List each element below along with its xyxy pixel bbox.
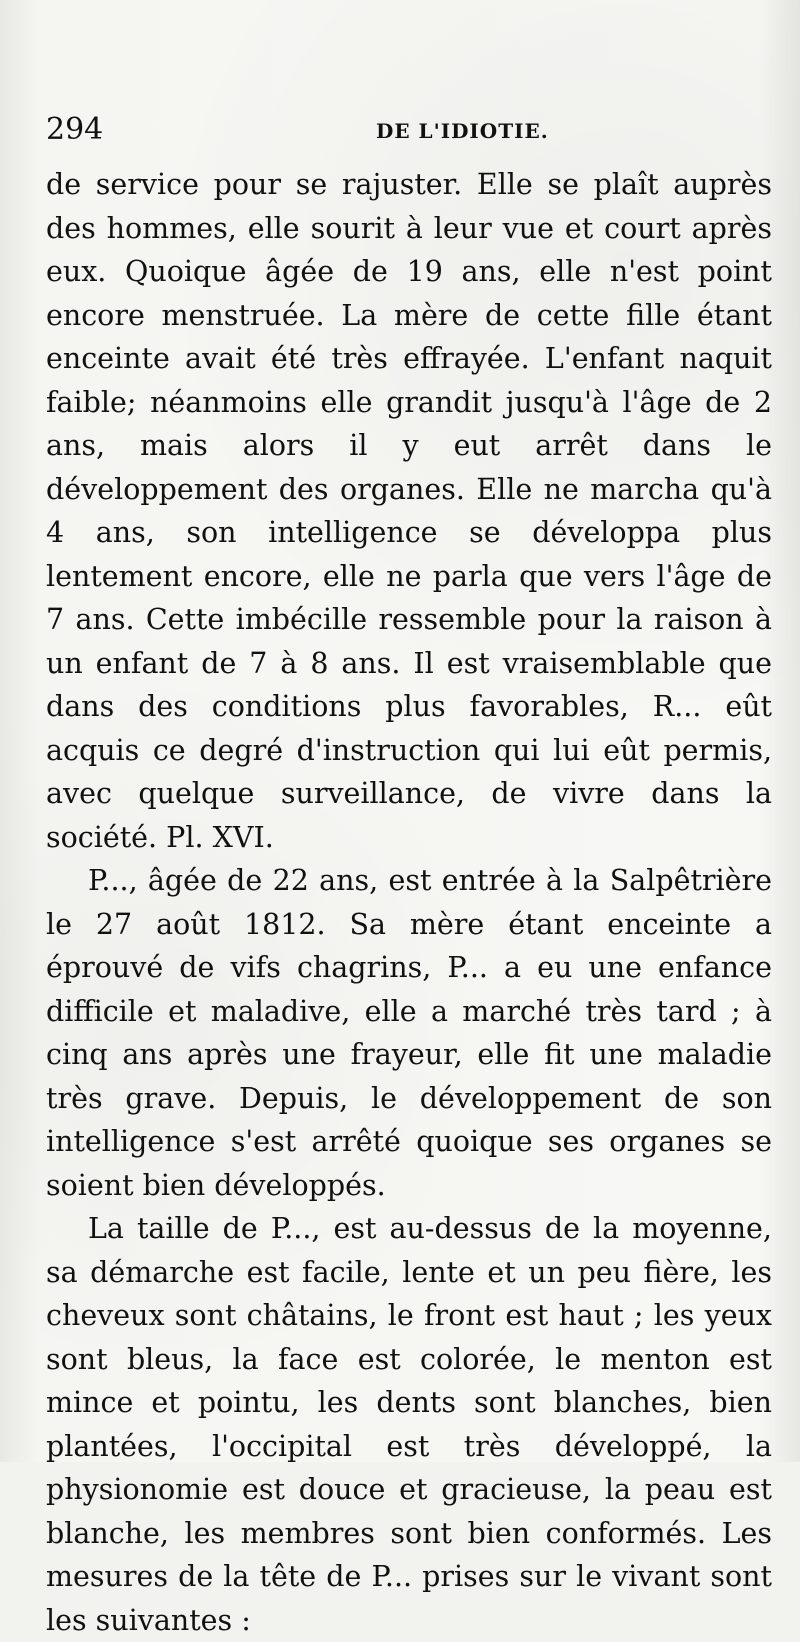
page-header bbox=[46, 112, 756, 148]
page-body bbox=[46, 163, 772, 1642]
paragraph-1: de service pour se rajuster. Elle se plaît auprès des hommes, elle sourit à leur vue et court après eux. Quoique âgée de 19 ans, elle n'est point encore menstruée. La mère de cette fille étant enceinte avait été très effrayée. L'enfant naquit faible; néanmoins elle grandit jusqu'à l'âge de 2 ans, mais alors il y eut arrêt dans le développement des organes. Elle ne marcha qu'à 4 ans, son intelligence se développa plus lentement encore, elle ne parla que vers l'âge de 7 ans. Cette imbécille ressemble pour la raison à un enfant de 7 à 8 ans. Il est vraisemblable que dans des conditions plus favorables, R... eût acquis ce degré d'instruction qui lui eût permis, avec quelque surveillance, de vivre dans la société. Pl. XVI. bbox=[46, 168, 772, 854]
page-number: 294 bbox=[46, 112, 104, 147]
running-head: DE L'IDIOTIE. bbox=[376, 119, 549, 143]
paragraph-3: La taille de P..., est au-dessus de la moyenne, sa démarche est facile, lente et un peu fière, les cheveux sont châtains, le front est haut ; les yeux sont bleus, la face est colorée, le menton est mince et pointu, les dents sont blanches, bien plantées, l'occipital est très développé, la physionomie est douce et gracieuse, la peau est blanche, les membres sont bien conformés. Les mesures de la tête de P... prises sur le vivant sont les suivantes : bbox=[46, 1212, 772, 1637]
paragraph-2: P..., âgée de 22 ans, est entrée à la Salpêtrière le 27 août 1812. Sa mère étant enceinte a éprouvé de vifs chagrins, P... a eu une enfance difficile et maladive, elle a marché très tard ; à cinq ans après une frayeur, elle fit une maladie très grave. Depuis, le développement de son intelligence s'est arrêté quoique ses organes se soient bien développés. bbox=[46, 864, 772, 1202]
